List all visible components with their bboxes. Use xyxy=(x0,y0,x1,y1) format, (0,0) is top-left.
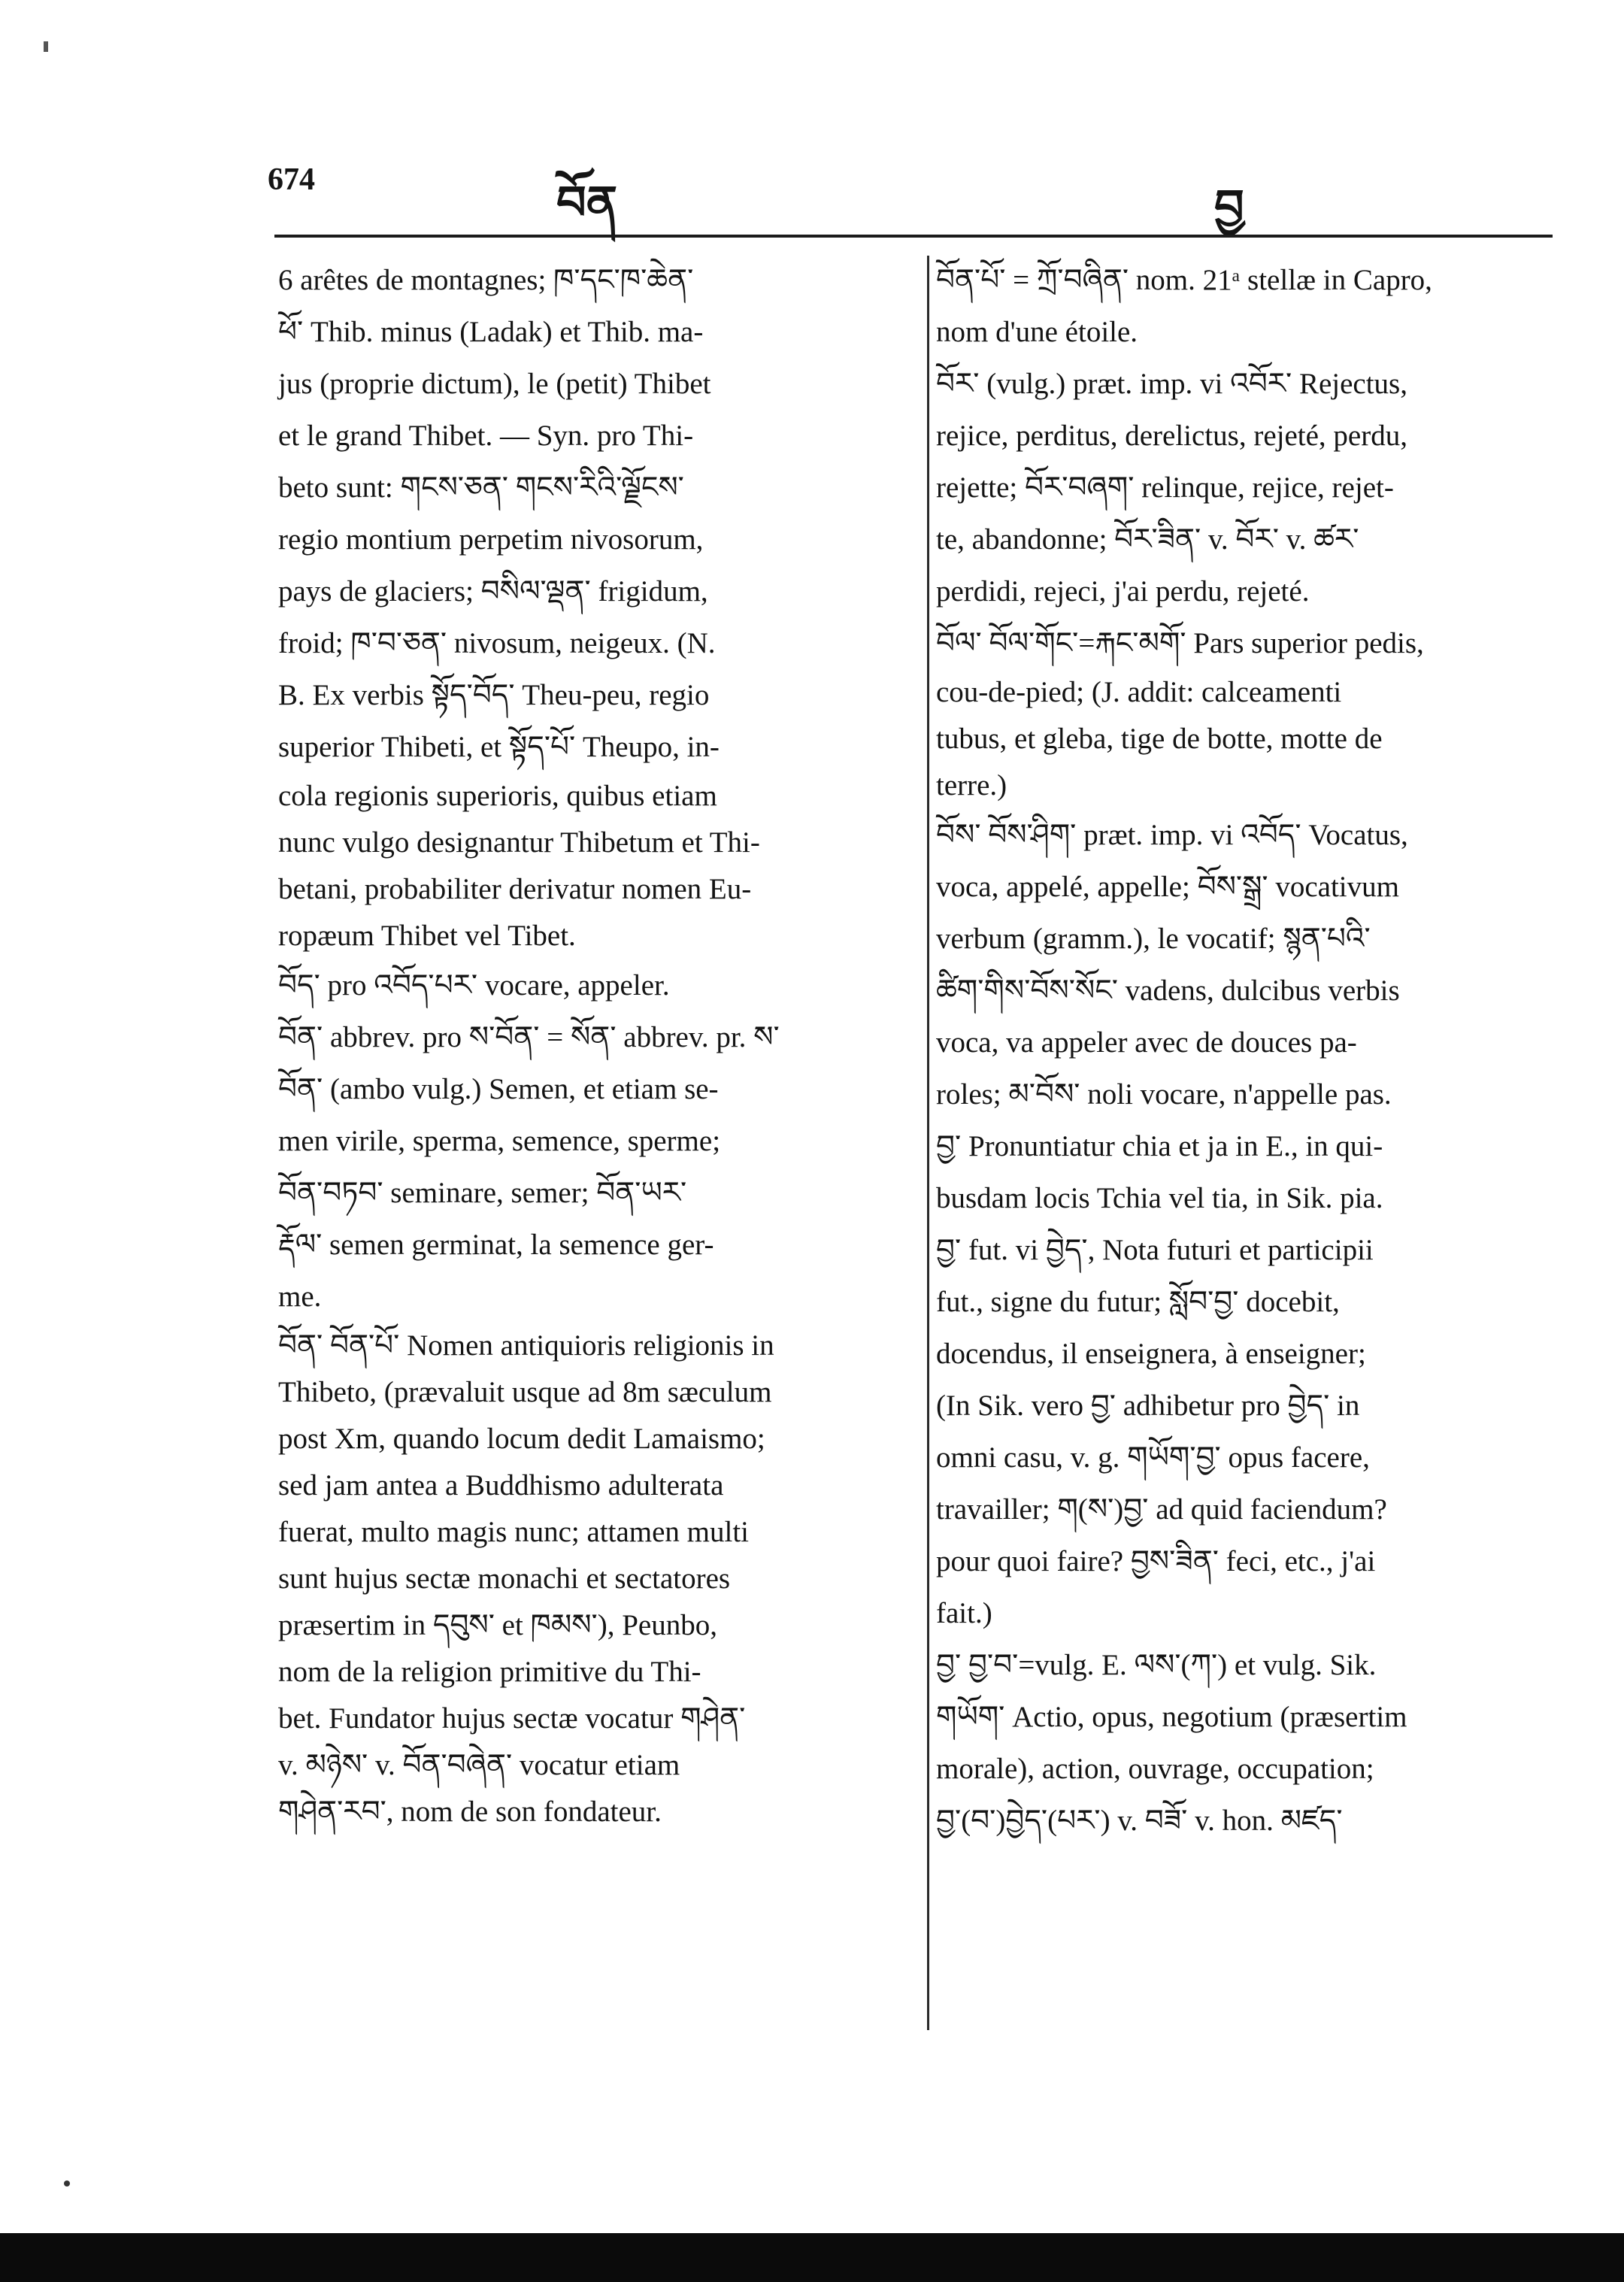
text-line: ཕོ་ Thib. minus (Ladak) et Thib. ma- xyxy=(278,316,704,348)
text-line: voca, appelé, appelle; བོས་སྒྲ་ vocativum xyxy=(936,871,1399,903)
text-line: nom d'une étoile. xyxy=(936,316,1138,348)
text-line: docendus, il enseignera, à enseigner; xyxy=(936,1338,1366,1370)
text-line: pays de glaciers; བསིལ་ལྡན་ frigidum, xyxy=(278,575,708,608)
text-line: sunt hujus sectæ monachi et sectatores xyxy=(278,1562,731,1595)
text-line: nunc vulgo designantur Thibetum et Thi- xyxy=(278,826,760,859)
right-running-headword: བྱ xyxy=(1214,179,1244,234)
text-line: གཡོག་ Actio, opus, negotium (præsertim xyxy=(936,1701,1407,1733)
column-divider xyxy=(927,256,929,2030)
left-column xyxy=(278,256,910,1837)
text-line: voca, va appeler avec de douces pa- xyxy=(936,1026,1357,1059)
text-line: terre.) xyxy=(936,769,1007,802)
dictionary-entry: བོན་ abbrev. pro ས་བོན་ = སོན་ abbrev. pr. ས་ xyxy=(278,1021,780,1053)
corner-mark xyxy=(44,41,48,52)
text-line: betani, probabiliter derivatur nomen Eu- xyxy=(278,873,752,905)
text-line: superior Thibeti, et སྟོད་པོ་ Theupo, in- xyxy=(278,731,720,763)
text-line: travailler; ག(ས་)བྱ་ ad quid faciendum? xyxy=(936,1493,1387,1526)
text-line: rejette; བོར་བཞག་ relinque, rejice, rejet- xyxy=(936,471,1394,504)
text-line: B. Ex verbis སྟོད་བོད་ Theu-peu, regio xyxy=(278,679,710,711)
text-line: omni casu, v. g. གཡོག་བྱ་ opus facere, xyxy=(936,1441,1370,1474)
text-line: beto sunt: གངས་ཅན་ གངས་རིའི་ལྗོངས་ xyxy=(278,471,684,504)
text-line: perdidi, rejeci, j'ai perdu, rejeté. xyxy=(936,575,1310,608)
dictionary-entry: བྱ་ fut. vi བྱེད་, Nota futuri et participii xyxy=(936,1234,1374,1266)
left-running-headword: བོན xyxy=(556,175,618,230)
text-line: cola regionis superioris, quibus etiam xyxy=(278,780,717,812)
dictionary-entry: བོན་ བོན་པོ་ Nomen antiquioris religionis in xyxy=(278,1329,774,1362)
dictionary-entry: བྱ་ བྱ་བ་=vulg. E. ལས་(ཀ་) et vulg. Sik. xyxy=(936,1649,1377,1681)
text-line: fut., signe du futur; སློབ་བྱ་ docebit, xyxy=(936,1286,1340,1318)
dictionary-entry: བོད་ pro འབོད་པར་ vocare, appeler. xyxy=(278,969,670,1002)
text-line: te, abandonne; བོར་ཟིན་ v. བོར་ v. ཚར་ xyxy=(936,523,1359,556)
text-line: roles; མ་བོས་ noli vocare, n'appelle pas. xyxy=(936,1078,1392,1111)
text-line: བོན་ (ambo vulg.) Semen, et etiam se- xyxy=(278,1073,719,1105)
text-line: བྱ་(བ་)བྱེད་(པར་) v. བཟོ་ v. hon. མཛད་ xyxy=(936,1805,1343,1837)
text-line: verbum (gramm.), le vocatif; སྙན་པའི་ xyxy=(936,923,1371,955)
stray-ink-dot xyxy=(64,2180,70,2187)
text-line: post Xm, quando locum dedit Lamaismo; xyxy=(278,1423,765,1455)
text-line: sed jam antea a Buddhismo adulterata xyxy=(278,1469,724,1502)
text-line: busdam locis Tchia vel tia, in Sik. pia. xyxy=(936,1182,1383,1214)
dictionary-entry: བོས་ བོས་ཤིག་ præt. imp. vi འབོད་ Vocatus, xyxy=(936,819,1408,851)
text-line: fuerat, multo magis nunc; attamen multi xyxy=(278,1516,750,1548)
text-line: men virile, sperma, semence, sperme; xyxy=(278,1125,721,1157)
text-line: froid; ཁ་བ་ཅན་ nivosum, neigeux. (N. xyxy=(278,627,716,659)
dictionary-entry: བོལ་ བོལ་གོང་=རྐང་མགོ་ Pars superior pedis, xyxy=(936,627,1424,659)
text-line: (In Sik. vero བྱ་ adhibetur pro བྱེད་ in xyxy=(936,1390,1360,1422)
text-line: 6 arêtes de montagnes; ཁ་དང་ཁ་ཆེན་ xyxy=(278,264,694,296)
text-line: v. མཉེས་ v. བོན་བཞེན་ vocatur etiam xyxy=(278,1749,680,1781)
text-line: jus (proprie dictum), le (petit) Thibet xyxy=(278,368,711,400)
text-line: rejice, perditus, derelictus, rejeté, perdu, xyxy=(936,420,1407,452)
text-line: Thibeto, (prævaluit usque ad 8m sæculum xyxy=(278,1376,772,1408)
text-line: præsertim in དབུས་ et ཁམས་), Peunbo, xyxy=(278,1609,717,1641)
dictionary-entry: བོར་ (vulg.) præt. imp. vi འབོར་ Rejectus, xyxy=(936,368,1407,400)
text-line: fait.) xyxy=(936,1597,992,1629)
header-rule xyxy=(274,235,1553,238)
text-line: རྡོལ་ semen germinat, la semence ger- xyxy=(278,1229,714,1261)
text-line: cou-de-pied; (J. addit: calceamenti xyxy=(936,676,1342,708)
text-line: regio montium perpetim nivosorum, xyxy=(278,523,704,556)
text-line: གཤེན་རབ་, nom de son fondateur. xyxy=(278,1796,662,1828)
text-line: ཚིག་གིས་བོས་སོང་ vadens, dulcibus verbis xyxy=(936,974,1400,1007)
text-line: et le grand Thibet. — Syn. pro Thi- xyxy=(278,420,694,452)
scan-bottom-border xyxy=(0,2233,1624,2282)
text-line: tubus, et gleba, tige de botte, motte de xyxy=(936,723,1383,755)
dictionary-entry: བྱ་ Pronuntiatur chia et ja in E., in qui- xyxy=(936,1130,1383,1162)
right-column xyxy=(936,256,1560,1848)
text-line: བོན་བཏབ་ seminare, semer; བོན་ཡར་ xyxy=(278,1177,687,1209)
text-line: nom de la religion primitive du Thi- xyxy=(278,1656,701,1688)
page-number: 674 xyxy=(268,162,315,197)
text-line: ropæum Thibet vel Tibet. xyxy=(278,920,576,952)
text-line: pour quoi faire? བྱས་ཟིན་ feci, etc., j'ai xyxy=(936,1545,1376,1577)
text-line: bet. Fundator hujus sectæ vocatur གཤེན་ xyxy=(278,1702,746,1735)
text-line: morale), action, ouvrage, occupation; xyxy=(936,1753,1374,1785)
text-line: me. xyxy=(278,1280,322,1313)
dictionary-entry: བོན་པོ་ = ཀྲོ་བཞིན་ nom. 21ᵃ stellæ in Capro, xyxy=(936,264,1432,296)
